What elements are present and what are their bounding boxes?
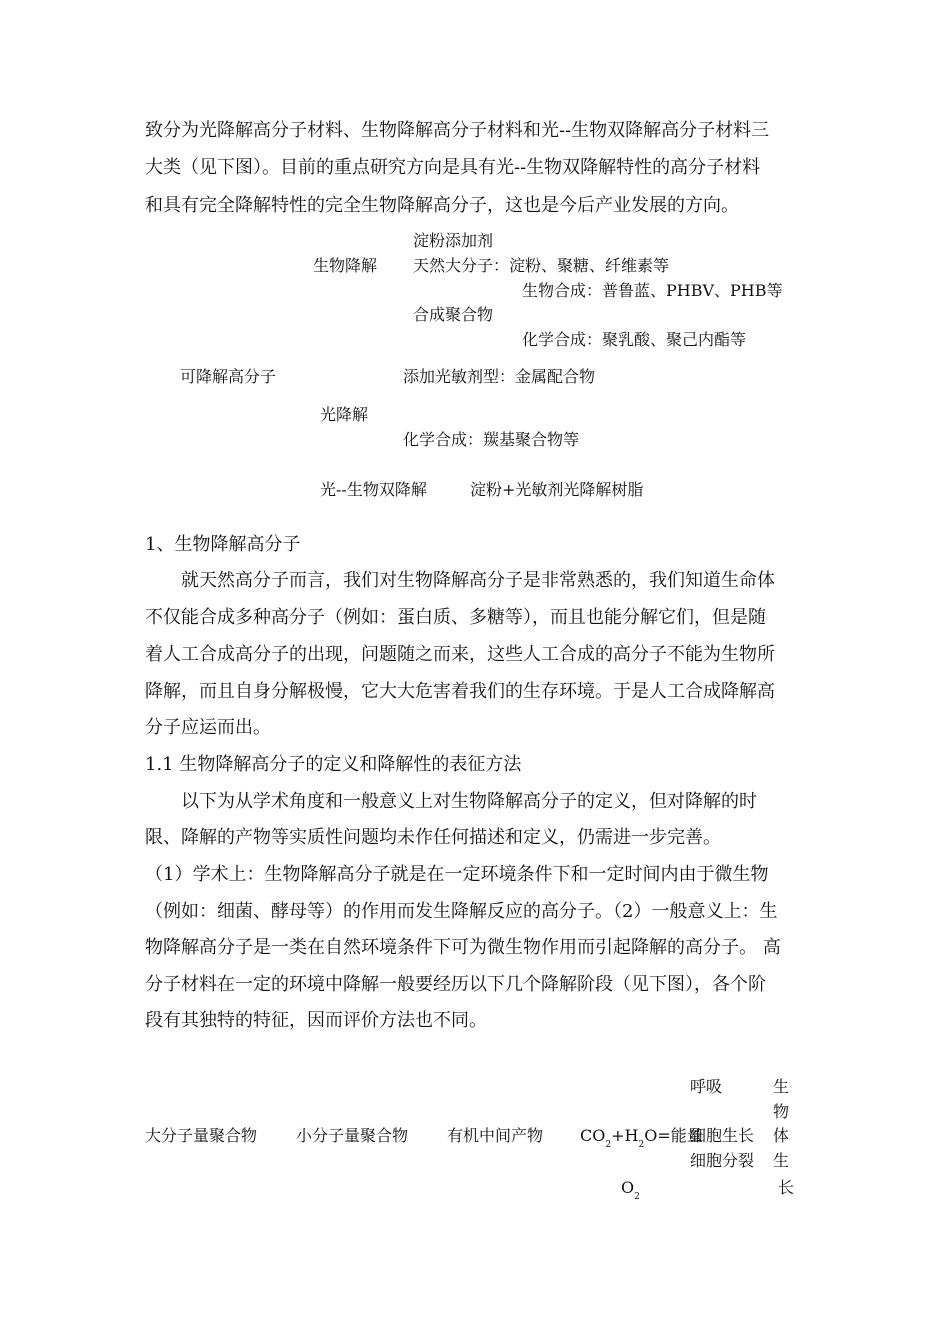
- organism-growth-char: 生: [773, 1077, 790, 1096]
- photo-degradation-label: 光降解: [320, 405, 369, 424]
- section-1-1-line-7: 段有其独特的特征，因而评价方法也不同。: [145, 1010, 487, 1031]
- synthetic-polymer-label: 合成聚合物: [413, 305, 494, 324]
- section-1-heading: 1、生物降解高分子: [145, 534, 301, 555]
- cell-growth-label: 细胞生长: [690, 1126, 755, 1145]
- photosensitizer-label: 添加光敏剂型：金属配合物: [403, 367, 596, 386]
- section-1-1-line-3: （1）学术上：生物降解高分子就是在一定环境条件下和一定时间内由于微生物: [145, 864, 769, 885]
- small-polymer-label: 小分子量聚合物: [296, 1126, 409, 1145]
- intro-line-3: 和具有完全降解特性的完全生物降解高分子，这也是今后产业发展的方向。: [145, 195, 739, 216]
- section-1-line-5: 分子应运而出。: [145, 717, 271, 738]
- oxygen-formula: [621, 1178, 640, 1207]
- o2-text: O: [621, 1178, 635, 1197]
- section-1-1-line-5: 物降解高分子是一类在自然环境条件下可为微生物作用而引起降解的高分子。 高: [145, 937, 781, 958]
- organism-growth-char: 长: [778, 1178, 795, 1197]
- organism-growth-char: 生: [773, 1151, 790, 1170]
- photo-bio-label: 光--生物双降解: [320, 480, 427, 499]
- o2-subscript: 2: [634, 1192, 640, 1202]
- chem-synthesis-label: 化学合成：聚乳酸、聚己内酯等: [522, 330, 747, 349]
- section-1-line-2: 不仅能合成多种高分子（例如：蛋白质、多糖等），而且也能分解它们，但是随: [145, 607, 766, 628]
- organic-intermediate-label: 有机中间产物: [447, 1126, 544, 1145]
- products-formula: [580, 1126, 703, 1155]
- starch-additive-label: 淀粉添加剂: [413, 231, 494, 250]
- bio-degradation-label: 生物降解: [313, 256, 378, 275]
- section-1-1-heading: 1.1 生物降解高分子的定义和降解性的表征方法: [145, 754, 522, 775]
- section-1-line-1: 就天然高分子而言，我们对生物降解高分子是非常熟悉的，我们知道生命体: [145, 570, 775, 591]
- o-energy-text: O=能量: [644, 1126, 703, 1145]
- organism-growth-char: 物: [773, 1102, 790, 1121]
- section-1-1-line-2: 限、降解的产物等实质性问题均未作任何描述和定义，仍需进一步完善。: [145, 827, 721, 848]
- section-1-line-3: 着人工合成高分子的出现，问题随之而来，这些人工合成的高分子不能为生物所: [145, 644, 775, 665]
- h-subscript: 2: [638, 1140, 645, 1150]
- natural-macro-label: 天然大分子：淀粉、聚糖、纤维素等: [413, 256, 670, 275]
- respiration-label: 呼吸: [690, 1077, 723, 1096]
- large-polymer-label: 大分子量聚合物: [145, 1126, 258, 1145]
- intro-line-2: 大类（见下图）。目前的重点研究方向是具有光--生物双降解特性的高分子材料: [145, 157, 761, 178]
- organism-growth-char: 体: [773, 1126, 790, 1145]
- section-1-line-4: 降解，而且自身分解极慢，它大大危害着我们的生存环境。于是人工合成降解高: [145, 681, 775, 702]
- co-text: CO: [580, 1126, 606, 1145]
- intro-line-1: 致分为光降解高分子材料、生物降解高分子材料和光--生物双降解高分子材料三: [145, 120, 770, 141]
- co-subscript: 2: [605, 1140, 612, 1150]
- section-1-1-line-4: （例如：细菌、酵母等）的作用而发生降解反应的高分子。（2）一般意义上：生: [145, 901, 778, 922]
- plus-h-text: +H: [611, 1126, 639, 1145]
- chem-synthesis-2-label: 化学合成：羰基聚合物等: [403, 430, 580, 449]
- bio-synthesis-label: 生物合成：普鲁蓝、PHBV、PHB等: [522, 281, 783, 300]
- degradable-polymer-label: 可降解高分子: [180, 367, 277, 386]
- section-1-1-line-6: 分子材料在一定的环境中降解一般要经历以下几个降解阶段（见下图），各个阶: [145, 974, 766, 995]
- starch-resin-label: 淀粉+光敏剂光降解树脂: [470, 480, 644, 499]
- cell-division-label: 细胞分裂: [690, 1151, 755, 1170]
- section-1-1-line-1: 以下为从学术角度和一般意义上对生物降解高分子的定义，但对降解的时: [145, 791, 757, 812]
